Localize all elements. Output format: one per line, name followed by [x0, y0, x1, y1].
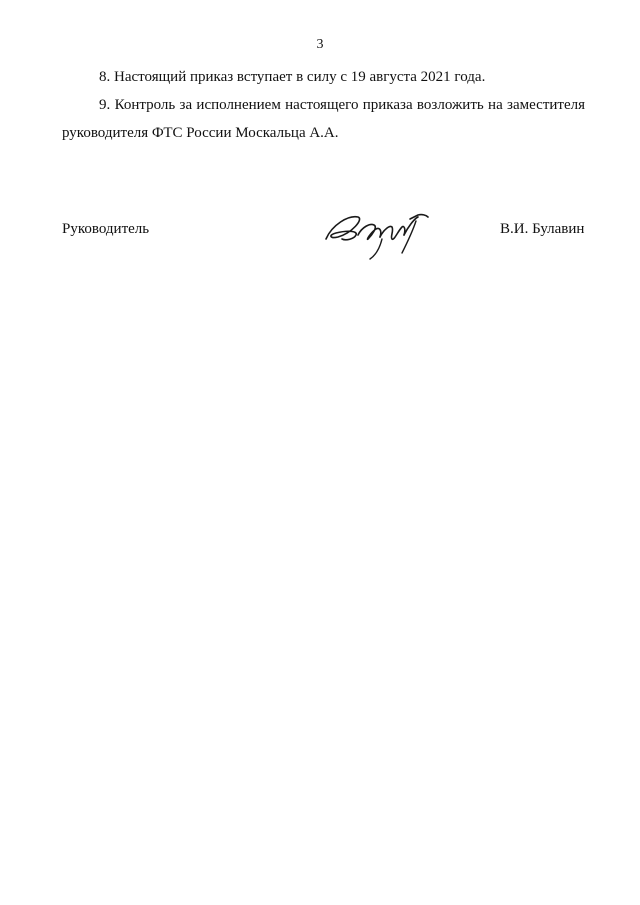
- page-number: 3: [316, 37, 324, 52]
- paragraph-9-line-1: 9. Контроль за исполнением настоящего приказа возложить на заместителя: [99, 97, 585, 113]
- signatory-title: Руководитель: [62, 221, 150, 237]
- signatory-name: В.И. Булавин: [500, 221, 585, 237]
- handwritten-signature: [318, 205, 438, 265]
- paragraph-9-line-2: руководителя ФТС России Москальца А.А.: [62, 125, 339, 141]
- paragraph-8: 8. Настоящий приказ вступает в силу с 19 августа 2021 года.: [99, 69, 486, 85]
